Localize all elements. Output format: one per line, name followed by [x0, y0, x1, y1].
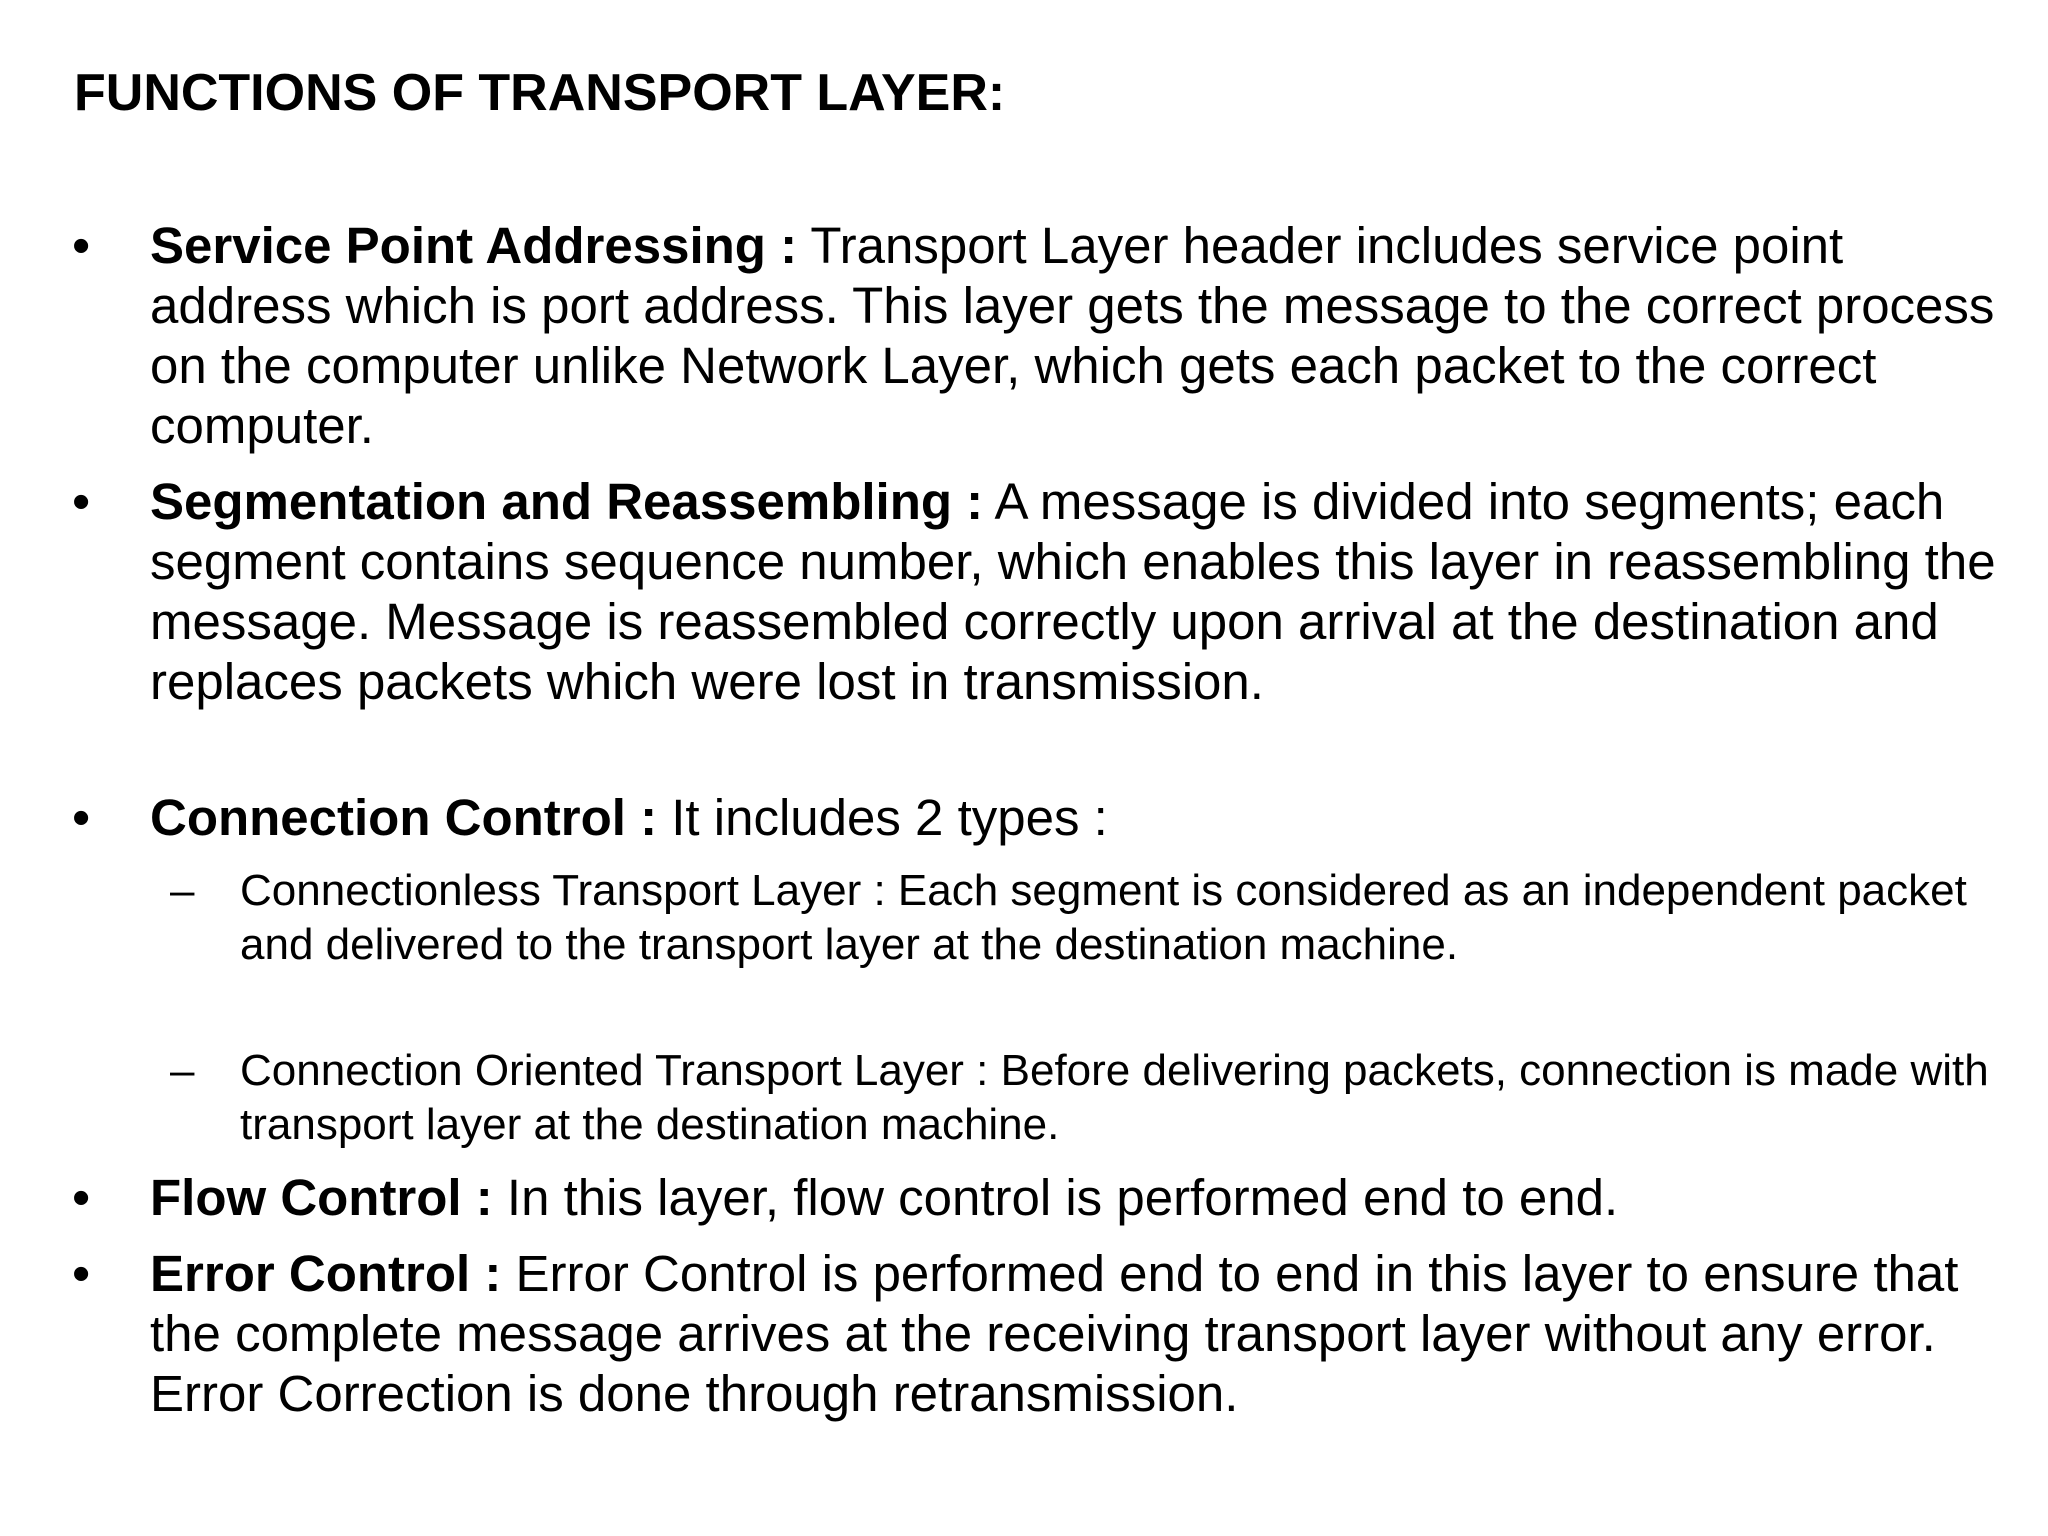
list-item-text: [150, 1168, 2010, 1228]
bullet-icon: •: [72, 789, 91, 847]
dash-icon: –: [170, 1046, 195, 1095]
list-item-description: A message is divided into segments; each segment contains sequence number, which enables this layer in reassembling the message. Message is reassembled correctly upon arrival at the destination and replaces packets which were lost in transmission.: [150, 473, 1996, 710]
bullet-icon: •: [72, 1245, 91, 1303]
list-item-term: Flow Control :: [150, 1169, 493, 1226]
list-item-text: [150, 788, 2010, 848]
slide-title: FUNCTIONS OF TRANSPORT LAYER:: [74, 64, 1006, 122]
list-item-term: Connection Control :: [150, 789, 658, 846]
dash-icon: –: [170, 866, 195, 915]
list-item-term: Segmentation and Reassembling :: [150, 473, 984, 530]
list-item-term: Service Point Addressing :: [150, 217, 798, 274]
bullet-icon: •: [72, 217, 91, 275]
sub-item-text: Connectionless Transport Layer : Each segment is considered as an independent packet and delivered to the transport layer at the destination machine.: [240, 866, 1967, 969]
list-item-description: Transport Layer header includes service point address which is port address. This layer gets the message to the correct process on the computer unlike Network Layer, which gets each packet to the correct computer.: [150, 217, 1995, 454]
list-item-text: [150, 216, 2010, 456]
list-item-text: [150, 1244, 2010, 1424]
bullet-icon: •: [72, 473, 91, 531]
list-item-term: Error Control :: [150, 1245, 502, 1302]
list-item-description: It includes 2 types :: [657, 789, 1108, 846]
list-item-description: In this layer, flow control is performed end to end.: [492, 1169, 1619, 1226]
list-item-description: Error Control is performed end to end in this layer to ensure that the complete message arrives at the receiving transport layer without any error. Error Correction is done through retransmission.: [150, 1245, 1959, 1422]
bullet-icon: •: [72, 1169, 91, 1227]
list-item-text: [150, 472, 2010, 712]
sub-item-text: Connection Oriented Transport Layer : Before delivering packets, connection is made with transport layer at the destination machine.: [240, 1046, 1989, 1149]
